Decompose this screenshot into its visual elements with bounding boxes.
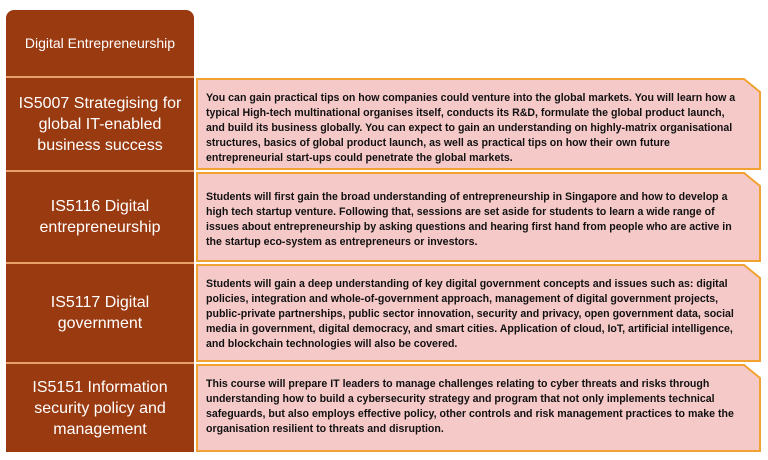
course-description-box <box>196 172 761 262</box>
header-title: Digital Entrepreneurship <box>24 35 176 51</box>
course-description: Students will gain a deep understanding of key digital government concepts and issues such as: digital policies, integration and whole-of-government approach, management of digital government projects, public-private partnerships, public sector innovation, security and privacy, open government data, social media in government, digital democracy, and smart cities. Application of cloud, IoT, artificial intelligence, and blockchain technologies will also be covered. <box>206 278 734 350</box>
course-description-box <box>196 264 761 362</box>
course-title-text: IS5151 Information security policy and management <box>32 378 168 438</box>
course-title <box>6 172 194 262</box>
course-title-text: IS5007 Strategising for global IT-enabled business success <box>18 94 182 154</box>
course-title-text: IS5116 Digital entrepreneurship <box>39 198 161 236</box>
course-row <box>6 364 761 452</box>
header-tab <box>6 10 194 76</box>
course-title <box>6 364 194 452</box>
course-description: This course will prepare IT leaders to manage challenges relating to cyber threats and risks through understanding how to build a cybersecurity strategy and program that not only implements technical safeguards, but also employs effective policy, other controls and risk management practices to make the organisation resilient to threats and disruption. <box>206 378 734 435</box>
course-row <box>6 172 761 262</box>
course-title-text: IS5117 Digital government <box>50 294 150 332</box>
course-title <box>6 264 194 362</box>
row-divider <box>6 76 194 78</box>
row-divider <box>6 170 194 172</box>
row-divider <box>6 262 194 264</box>
course-description: Students will first gain the broad understanding of entrepreneurship in Singapore and how to develop a high tech startup venture. Following that, sessions are set aside for students to learn a wide range of issues about entrepreneurship by asking questions and hearing first hand from people who are active in the startup eco-system as entrepreneurs or investors. <box>206 191 732 248</box>
course-description-box <box>196 364 761 452</box>
course-row <box>6 78 761 170</box>
course-title <box>6 78 194 170</box>
course-description-box <box>196 78 761 170</box>
row-divider <box>6 362 194 364</box>
course-description: You can gain practical tips on how companies could venture into the global markets. You will learn how a typical High-tech multinational organises itself, conducts its R&D, formulate the global product launch, and build its business globally. You can expect to gain an understanding on highly-matrix organisational structures, basics of global product launch, as well as practical tips on how their own future entrepreneurial start-ups could penetrate the global markets. <box>206 92 736 164</box>
course-row <box>6 264 761 362</box>
